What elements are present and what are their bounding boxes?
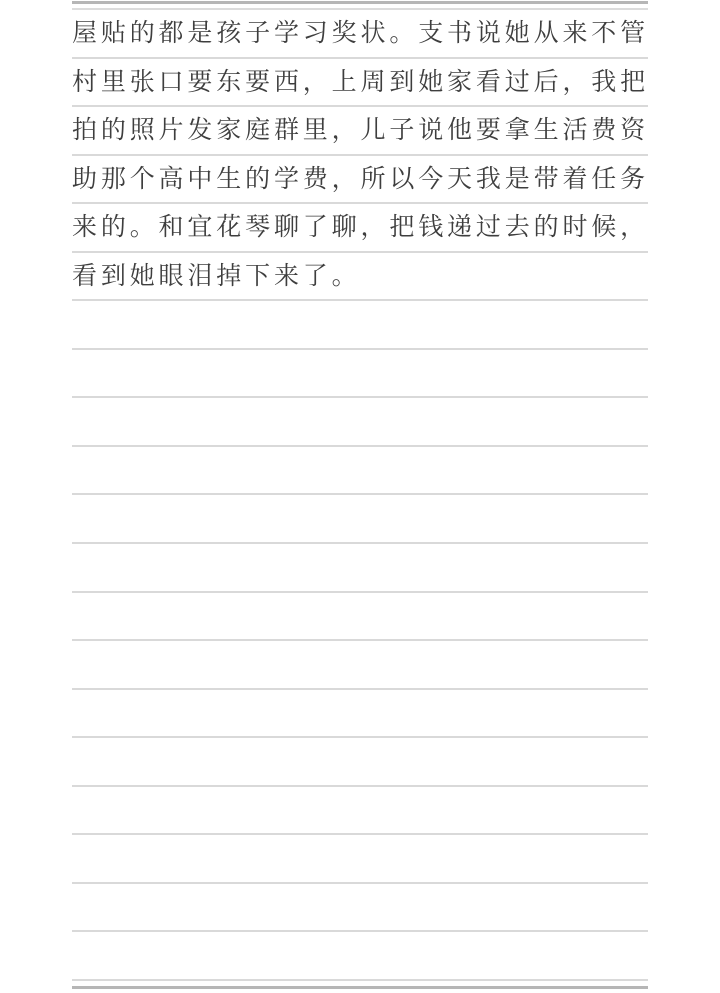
ruled-row bbox=[72, 253, 648, 302]
ruled-row bbox=[72, 156, 648, 205]
ruled-row bbox=[72, 544, 648, 593]
ruled-row bbox=[72, 204, 648, 253]
ruled-row bbox=[72, 350, 648, 399]
ruled-rows-container bbox=[72, 10, 648, 981]
ruled-row bbox=[72, 932, 648, 981]
ruled-row bbox=[72, 495, 648, 544]
handwritten-text-line: 看到她眼泪掉下来了。 bbox=[72, 263, 361, 290]
handwritten-text-line: 村里张口要东要西，上周到她家看过后，我把 bbox=[72, 68, 650, 96]
ruled-row bbox=[72, 690, 648, 739]
ruled-row bbox=[72, 301, 648, 350]
handwritten-text-line: 来的。和宜花琴聊了聊，把钱递过去的时候， bbox=[72, 214, 650, 242]
ruled-row bbox=[72, 107, 648, 156]
ruled-row bbox=[72, 593, 648, 642]
ruled-row bbox=[72, 641, 648, 690]
ruled-row bbox=[72, 884, 648, 933]
ruled-row bbox=[72, 398, 648, 447]
handwritten-text-line: 屋贴的都是孩子学习奖状。支书说她从来不管 bbox=[72, 20, 650, 48]
page-bottom-edge bbox=[72, 986, 648, 989]
ruled-row bbox=[72, 835, 648, 884]
ruled-row bbox=[72, 738, 648, 787]
handwritten-text-line: 助那个高中生的学费，所以今天我是带着任务 bbox=[72, 165, 650, 193]
ruled-row bbox=[72, 59, 648, 108]
ruled-row bbox=[72, 10, 648, 59]
page-top-edge bbox=[72, 1, 648, 4]
notebook-sheet[interactable] bbox=[72, 0, 648, 993]
handwritten-text-line: 拍的照片发家庭群里，儿子说他要拿生活费资 bbox=[72, 117, 650, 145]
ruled-row bbox=[72, 787, 648, 836]
ruled-row bbox=[72, 447, 648, 496]
